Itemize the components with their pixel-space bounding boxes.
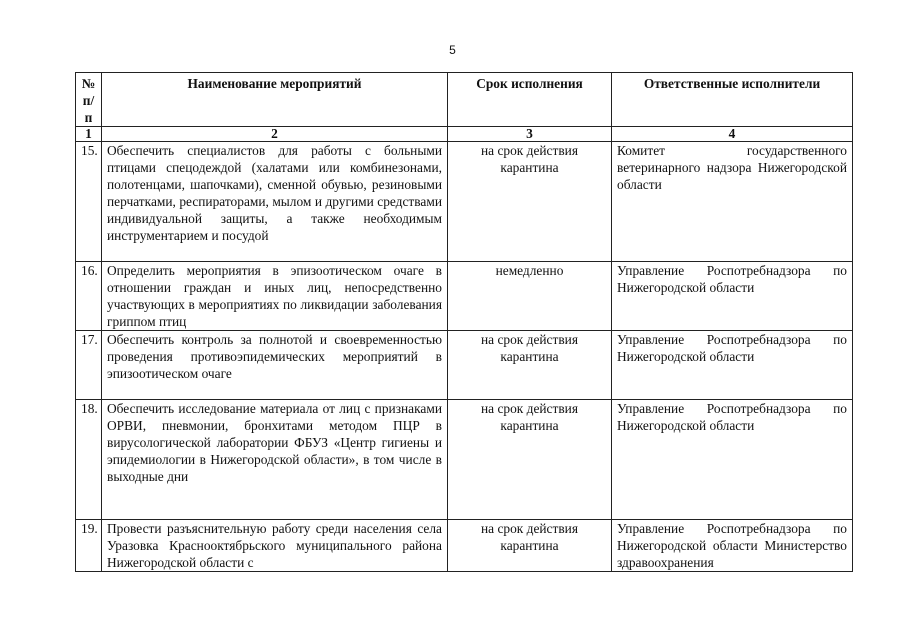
row-number: 16. [76, 262, 102, 331]
table-row [76, 262, 853, 331]
table-row [76, 400, 853, 520]
column-index: 1 [76, 127, 102, 142]
term-cell: на срок действия карантина [448, 142, 612, 262]
table-row [76, 331, 853, 400]
measure-cell: Обеспечить специалистов для работы с больными птицами спецодеждой (халатами или комбинезонами, полотенцами, шапочками), сменной обувью, резиновыми перчатками, респираторами, мылом и другими средствами индивидуальной защиты, а также необходимым инструментарием и посудой [102, 142, 448, 262]
column-index: 2 [102, 127, 448, 142]
measure-cell: Обеспечить исследование материала от лиц с признаками ОРВИ, пневмонии, бронхитами методом ПЦР в вирусологической лаборатории ФБУЗ «Центр гигиены и эпидемиологии в Нижегородской области», в том числе в выходные дни [102, 400, 448, 520]
column-index: 3 [448, 127, 612, 142]
term-cell: на срок действия карантина [448, 400, 612, 520]
table-row [76, 142, 853, 262]
row-number: 18. [76, 400, 102, 520]
header-responsible: Ответственные исполнители [612, 73, 853, 127]
header-row [76, 73, 853, 127]
measure-cell: Определить мероприятия в эпизоотическом очаге в отношении граждан и иных лиц, непосредственно участвующих в мероприятиях по ликвидации заболевания гриппом птиц [102, 262, 448, 331]
header-num: № п/п [76, 73, 102, 127]
header-measure: Наименование мероприятий [102, 73, 448, 127]
measure-cell: Обеспечить контроль за полнотой и своевременностью проведения противоэпидемических мероприятий в эпизоотическом очаге [102, 331, 448, 400]
row-number: 15. [76, 142, 102, 262]
row-number: 17. [76, 331, 102, 400]
responsible-cell: Управление Роспотребнадзора по Нижегородской области [612, 331, 853, 400]
row-number: 19. [76, 520, 102, 572]
column-index: 4 [612, 127, 853, 142]
table-row [76, 520, 853, 572]
term-cell: на срок действия карантина [448, 520, 612, 572]
responsible-cell: Комитет государственного ветеринарного надзора Нижегородской области [612, 142, 853, 262]
responsible-cell: Управление Роспотребнадзора по Нижегородской области [612, 262, 853, 331]
column-index-row [76, 127, 853, 142]
term-cell: на срок действия карантина [448, 331, 612, 400]
responsible-cell: Управление Роспотребнадзора по Нижегородской области Министерство здравоохранения [612, 520, 853, 572]
term-cell: немедленно [448, 262, 612, 331]
header-term: Срок исполнения [448, 73, 612, 127]
measure-cell: Провести разъяснительную работу среди населения села Уразовка Краснооктябрьского муниципального района Нижегородской области с [102, 520, 448, 572]
responsible-cell: Управление Роспотребнадзора по Нижегородской области [612, 400, 853, 520]
page-number: 5 [449, 43, 456, 57]
measures-table [75, 72, 853, 572]
